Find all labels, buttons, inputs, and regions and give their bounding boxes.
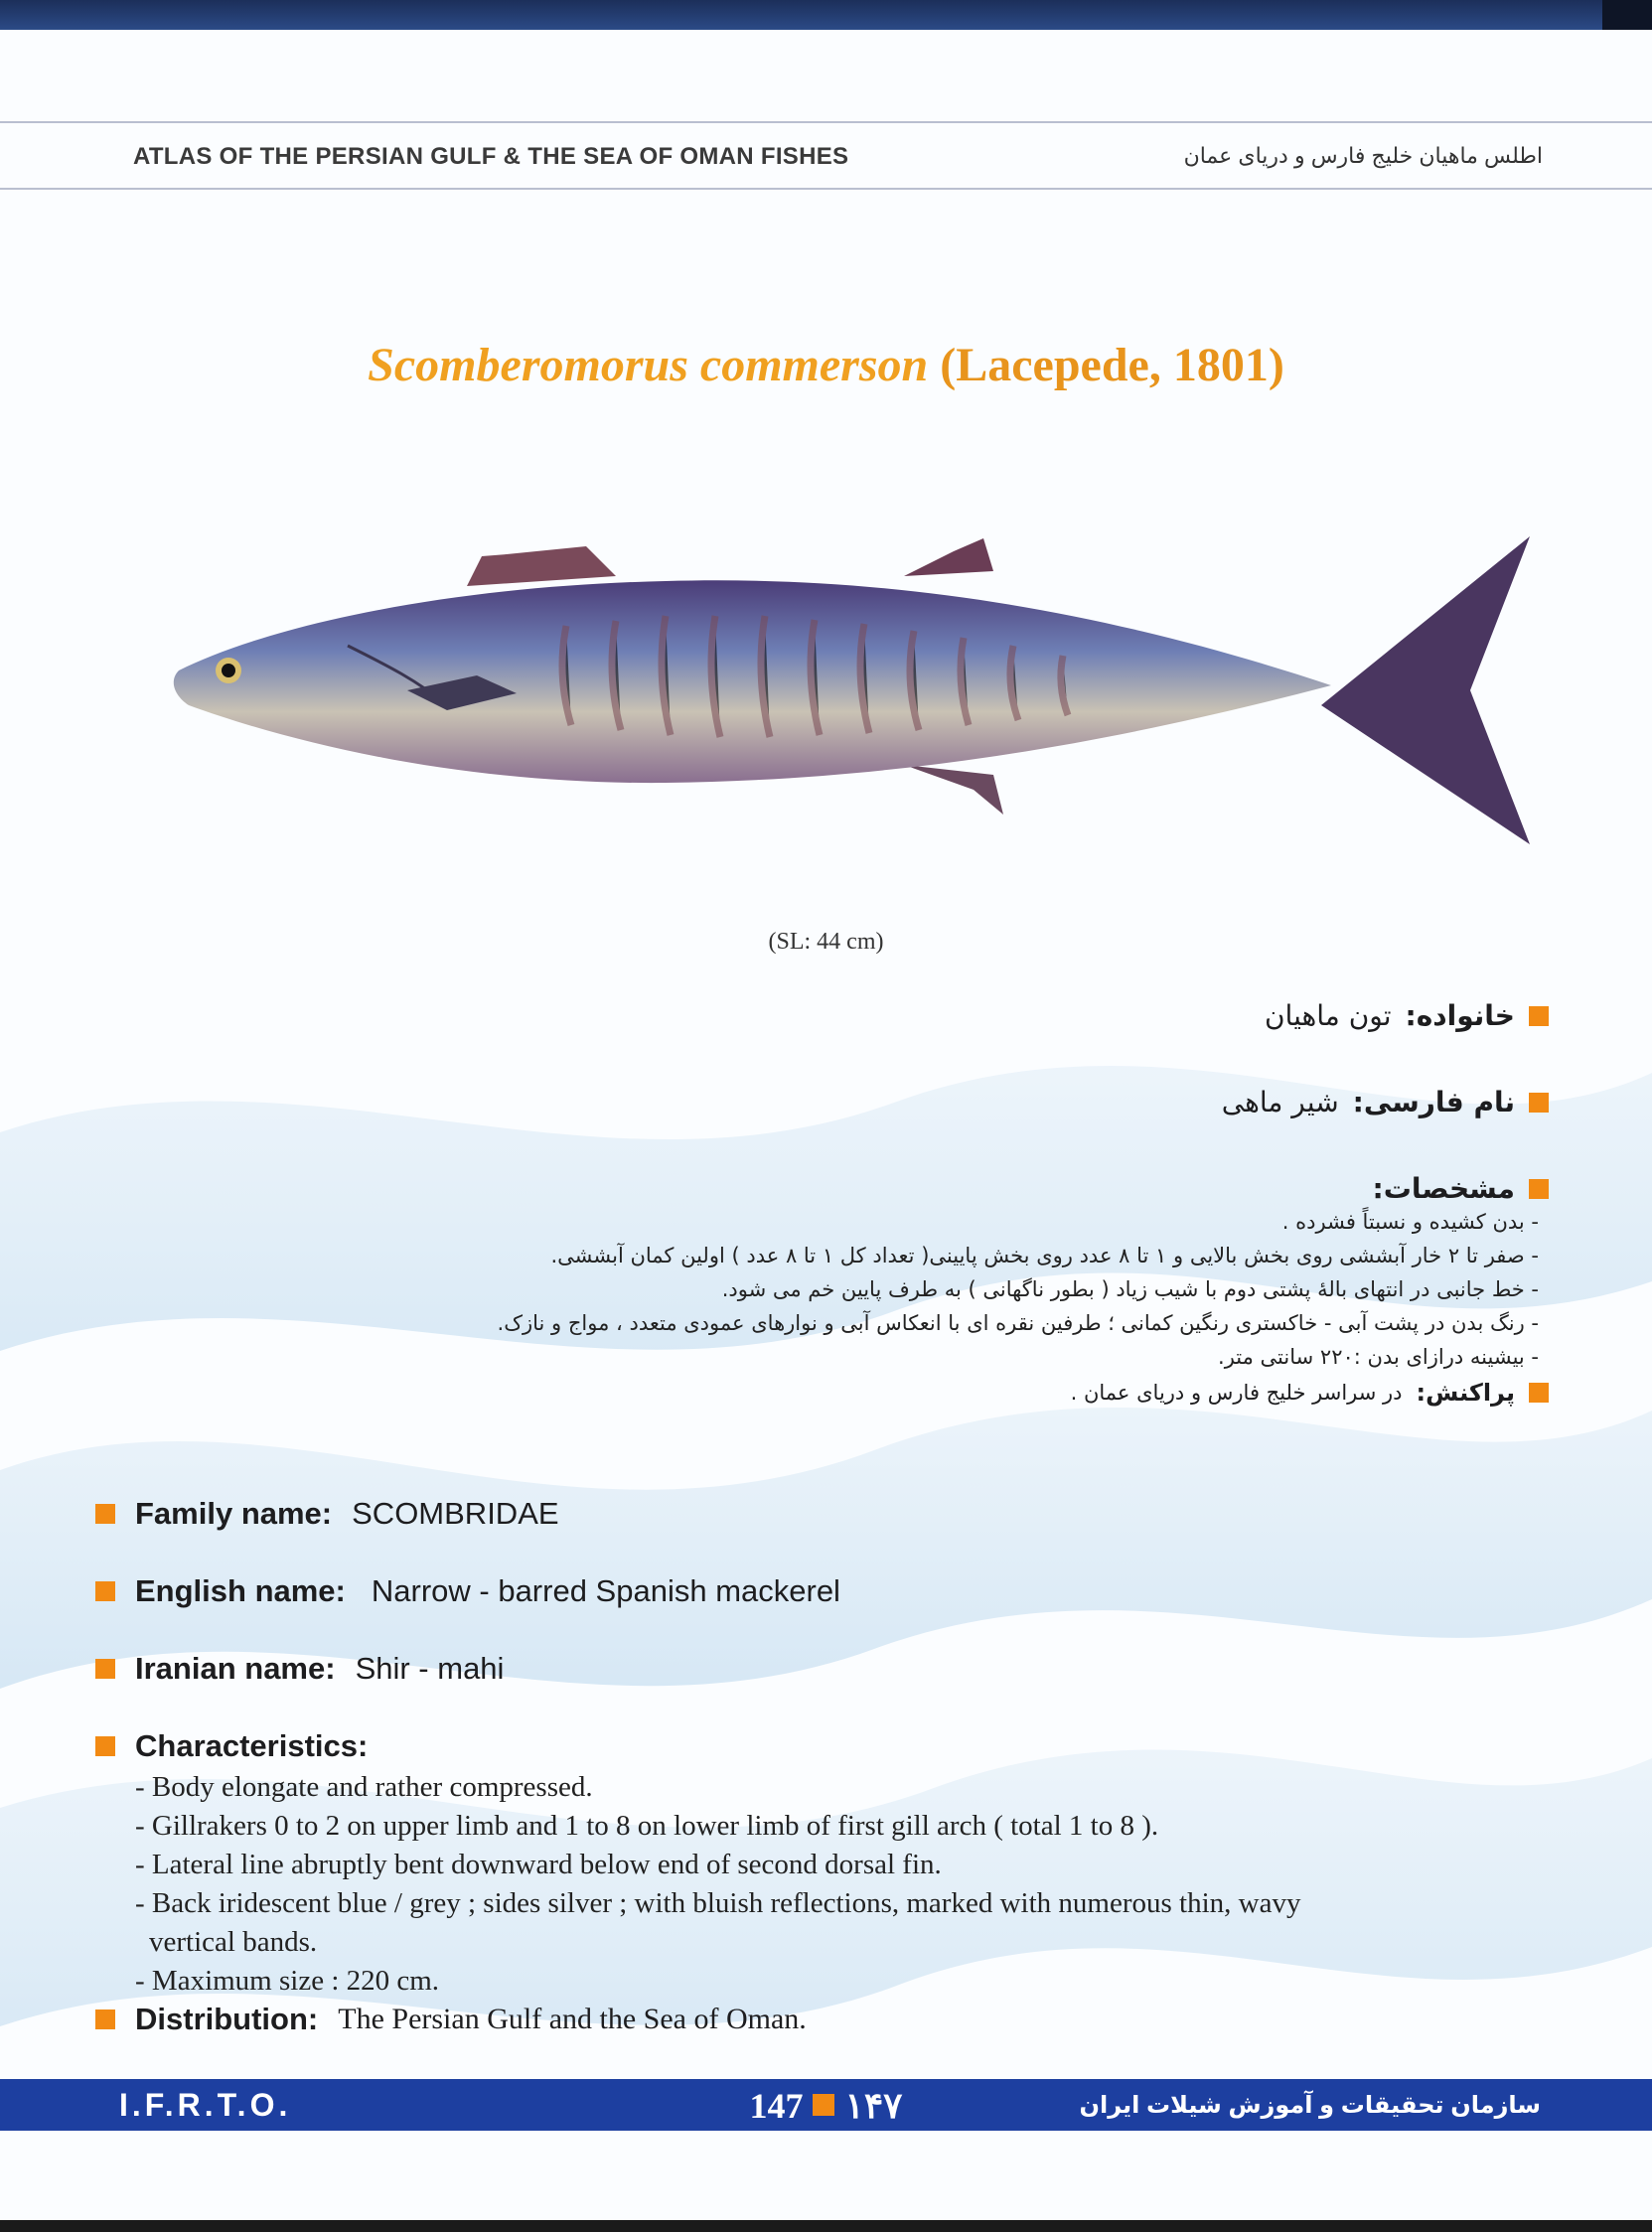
fa-name-value: شیر ماهی (1221, 1086, 1339, 1118)
en-characteristic-line: - Lateral line abruptly bent downward below end of second dorsal fin. (135, 1849, 942, 1880)
en-characteristics-list (135, 1768, 1526, 2001)
en-distribution-label: Distribution: (135, 2002, 319, 2036)
en-characteristic-line: - Back iridescent blue / grey ; sides silver ; with bluish reflections, marked with numerous thin, wavy (135, 1887, 1301, 1919)
species-authority: (Lacepede, 1801) (940, 339, 1284, 391)
fa-characteristics-label: مشخصات: (1372, 1172, 1515, 1205)
page-number-en: 147 (749, 2086, 804, 2126)
bullet-square (95, 1504, 115, 1524)
bullet-square (95, 1659, 115, 1679)
fa-family-row (1265, 999, 1549, 1032)
bottom-strip (0, 2220, 1652, 2232)
en-family-label: Family name: (135, 1496, 333, 1531)
en-english-name-row (95, 1573, 840, 1609)
en-distribution-value: The Persian Gulf and the Sea of Oman. (338, 2003, 807, 2035)
bullet-square (95, 1736, 115, 1756)
en-characteristic-line: - Body elongate and rather compressed. (135, 1771, 593, 1803)
fa-distribution-value: در سراسر خلیج فارس و دریای عمان . (1070, 1381, 1403, 1405)
en-family-row (95, 1496, 559, 1532)
fa-family-value: تون ماهیان (1264, 999, 1392, 1032)
bullet-square (95, 1581, 115, 1601)
en-characteristics-row (95, 1728, 368, 1764)
footer-org-en: I.F.R.T.O. (119, 2087, 292, 2123)
en-characteristics-label: Characteristics: (135, 1728, 369, 1763)
fa-characteristic-line: - بدن کشیده و نسبتاً فشرده . (1281, 1210, 1539, 1234)
page-number-fa: ۱۴۷ (844, 2086, 903, 2126)
en-family-value: SCOMBRIDAE (352, 1496, 559, 1531)
en-characteristic-line: - Maximum size : 220 cm. (135, 1965, 440, 1997)
bullet-square (1529, 1383, 1549, 1403)
fa-characteristic-line: - خط جانبی در انتهای بالهٔ پشتی دوم با شیب زیاد ( بطور ناگهانی ) به طرف پایین خم می شود. (721, 1277, 1539, 1301)
fa-characteristic-line: - بیشینه درازای بدن :۲۲۰ سانتی متر. (1218, 1345, 1539, 1369)
fa-characteristic-line: - صفر تا ۲ خار آبششی روی بخش بالایی و ۱ تا ۸ عدد روی بخش پایینی( تعداد کل ۱ تا ۸ عدد ) اولین کمان آبششی. (550, 1244, 1539, 1267)
en-iranian-name-value: Shir - mahi (355, 1651, 505, 1686)
fa-characteristics-block (498, 1172, 1549, 1374)
top-strip (0, 0, 1652, 30)
running-title-en: ATLAS OF THE PERSIAN GULF & THE SEA OF OMAN FISHES (133, 143, 849, 170)
bullet-square (813, 2094, 834, 2116)
top-strip-corner (1602, 0, 1652, 30)
footer-org-fa: سازمان تحقیقات و آموزش شیلات ایران (1079, 2092, 1541, 2119)
bullet-square (1529, 1006, 1549, 1026)
specimen-length-caption: (SL: 44 cm) (768, 929, 884, 955)
footer-bar (0, 2079, 1652, 2131)
scientific-name: Scomberomorus commerson (368, 339, 929, 391)
fa-characteristics-list (498, 1205, 1549, 1374)
fa-name-label: نام فارسی: (1352, 1086, 1515, 1118)
en-iranian-name-label: Iranian name: (135, 1651, 336, 1686)
en-distribution-row (95, 2002, 807, 2037)
running-title-fa: اطلس ماهیان خلیج فارس و دریای عمان (1183, 143, 1543, 168)
fa-family-label: خانواده: (1405, 999, 1515, 1032)
fa-distribution-row (1071, 1379, 1549, 1407)
fish-illustration (149, 517, 1540, 854)
fa-distribution-label: پراکنش: (1416, 1379, 1515, 1407)
bullet-square (95, 2009, 115, 2029)
header-rule-top (0, 121, 1652, 123)
en-iranian-name-row (95, 1651, 504, 1687)
en-english-name-label: English name: (135, 1573, 346, 1608)
fa-characteristic-line: - رنگ بدن در پشت آبی - خاکستری رنگین کمانی ؛ طرفین نقره ای با انعکاس آبی و نوارهای عمودی متعدد ، مواج و نازک. (497, 1311, 1539, 1335)
bullet-square (1529, 1093, 1549, 1113)
header-rule-bottom (0, 188, 1652, 190)
species-title (0, 338, 1652, 392)
en-characteristic-line: - Gillrakers 0 to 2 on upper limb and 1 to 8 on lower limb of first gill arch ( total 1 to 8 ). (135, 1810, 1159, 1842)
en-characteristic-line: vertical bands. (149, 1926, 318, 1958)
fa-name-row (1222, 1086, 1549, 1118)
bullet-square (1529, 1179, 1549, 1199)
en-english-name-value: Narrow - barred Spanish mackerel (371, 1573, 840, 1608)
